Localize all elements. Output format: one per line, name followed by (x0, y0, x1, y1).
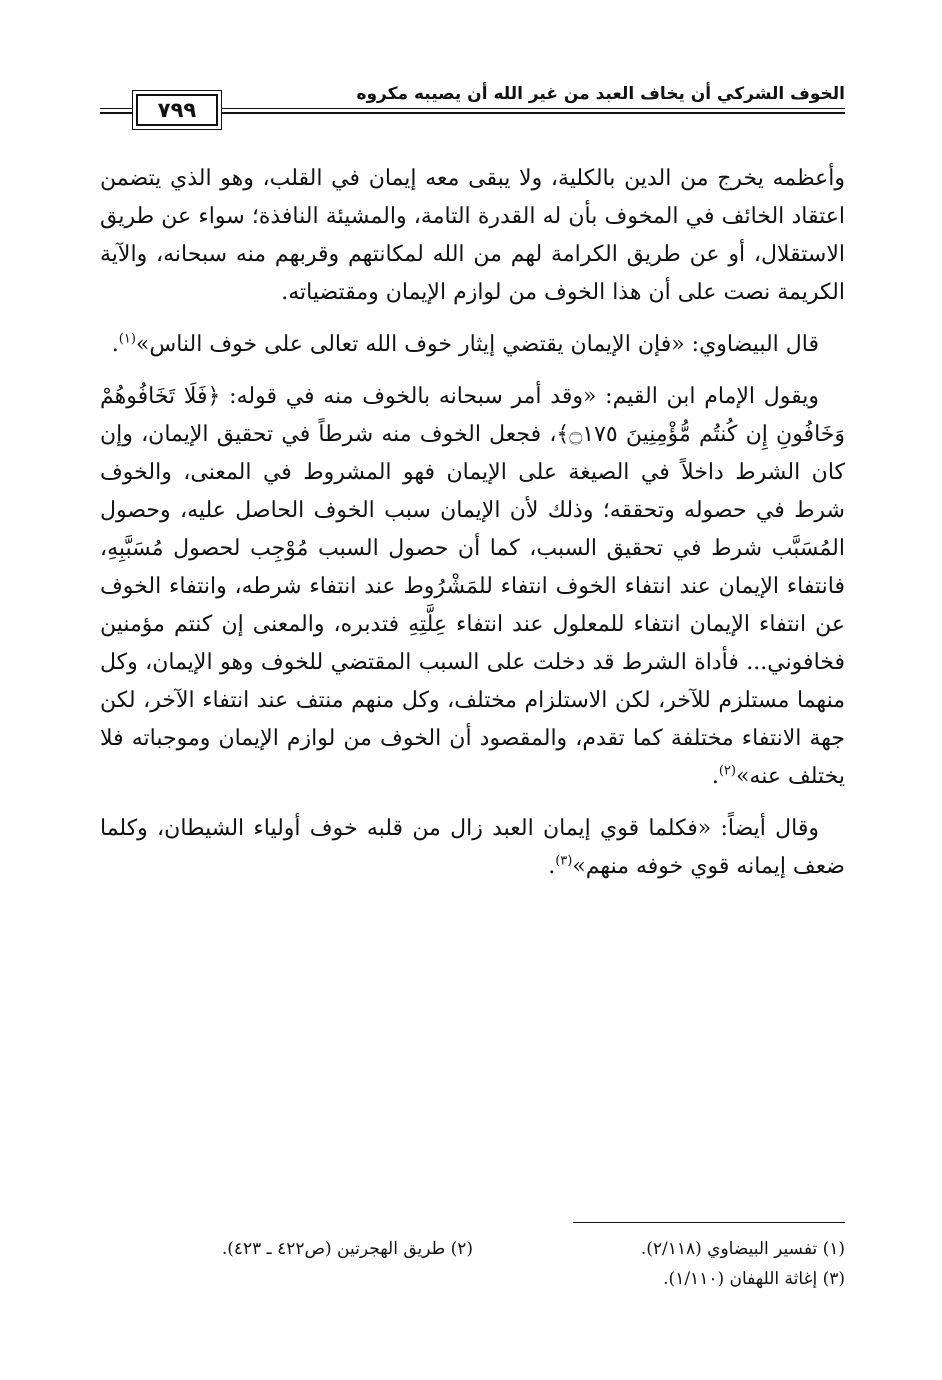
footnote-separator (573, 1222, 845, 1223)
header-rule-left-thick (100, 112, 132, 114)
footnote-3: (٣) إغاثة اللهفان (١/١١٠). (663, 1269, 845, 1289)
footnote-ref: (١) (118, 331, 136, 347)
footnote-row (100, 1264, 845, 1294)
footnote-2: (٢) طريق الهجرتين (ص٤٢٢ ـ ٤٢٣). (221, 1239, 473, 1259)
footnotes (100, 1234, 845, 1294)
paragraph-text: وأعظمه يخرج من الدين بالكلية، ولا يبقى معه إيمان في القلب، وهو الذي يتضمن اعتقاد الخائف في المخوف بأن له القدرة التامة، والمشيئة النافذة؛ سواء عن طريق الاستقلال، أو عن طريق الكرامة لهم من الله لمكانتهم وقربهم منه سبحانه، والآية الكريمة نصت على أن هذا الخوف من لوازم الإيمان ومقتضياته. (100, 166, 845, 305)
paragraph (100, 378, 845, 796)
paragraph-text: قال البيضاوي: «فإن الإيمان يقتضي إيثار خوف الله تعالى على خوف الناس» (135, 332, 819, 357)
paragraph (100, 160, 845, 312)
footnote-row (100, 1234, 845, 1264)
paragraph (100, 326, 845, 364)
header-rule (222, 108, 845, 109)
footnote-1: (١) تفسير البيضاوي (٢/١١٨). (640, 1239, 845, 1259)
page-header (100, 82, 845, 132)
page-number: ٧٩٩ (136, 94, 218, 126)
main-text (100, 160, 845, 900)
header-rule-thick (222, 112, 845, 114)
paragraph (100, 810, 845, 886)
running-title: الخوف الشركي أن يخاف العبد من غير الله أن يصيبه مكروه (356, 84, 845, 104)
paragraph-text: وقال أيضاً: «فكلما قوي إيمان العبد زال من قلبه خوف أولياء الشيطان، وكلما ضعف إيمانه قوي خوفه منهم» (100, 816, 845, 879)
footnote-ref: (٢) (718, 763, 736, 779)
header-rule-left (100, 108, 132, 109)
paragraph-end: . (711, 764, 719, 789)
paragraph-text: ويقول الإمام ابن القيم: «وقد أمر سبحانه بالخوف منه في قوله: ﴿فَلَا تَخَافُوهُمْ وَخَافُونِ إِن كُنتُم مُّؤْمِنِينَ ۝١٧٥﴾، فجعل الخوف منه شرطاً في تحقيق الإيمان، وإن كان الشرط داخلاً في الصيغة على الإيمان فهو المشروط في المعنى، والخوف شرط في حصوله وتحققه؛ وذلك لأن الإيمان سبب الخوف الحاصل عليه، وحصول المُسَبَّب شرط في تحقيق السبب، كما أن حصول السبب مُوْجِب لحصول مُسَبَّبِهِ، فانتفاء الإيمان عند انتفاء الخوف انتفاء للمَشْرُوط عند انتفاء شرطه، وانتفاء الخوف عن انتفاء الإيمان انتفاء للمعلول عند انتفاء عِلَّتِهِ فتدبره، والمعنى إن كنتم مؤمنين فخافوني... فأداة الشرط قد دخلت على السبب المقتضي للخوف وهو الإيمان، وكل منهما مستلزم للآخر، لكن الاستلزام مختلف، وكل منهم منتف عند انتفاء الآخر، لكن جهة الانتفاء مختلفة كما تقدم، والمقصود أن الخوف من لوازم الإيمان وموجباته فلا يختلف عنه» (100, 384, 846, 789)
footnote-ref: (٣) (555, 853, 573, 869)
paragraph-end: . (111, 332, 119, 357)
paragraph-end: . (548, 854, 556, 879)
